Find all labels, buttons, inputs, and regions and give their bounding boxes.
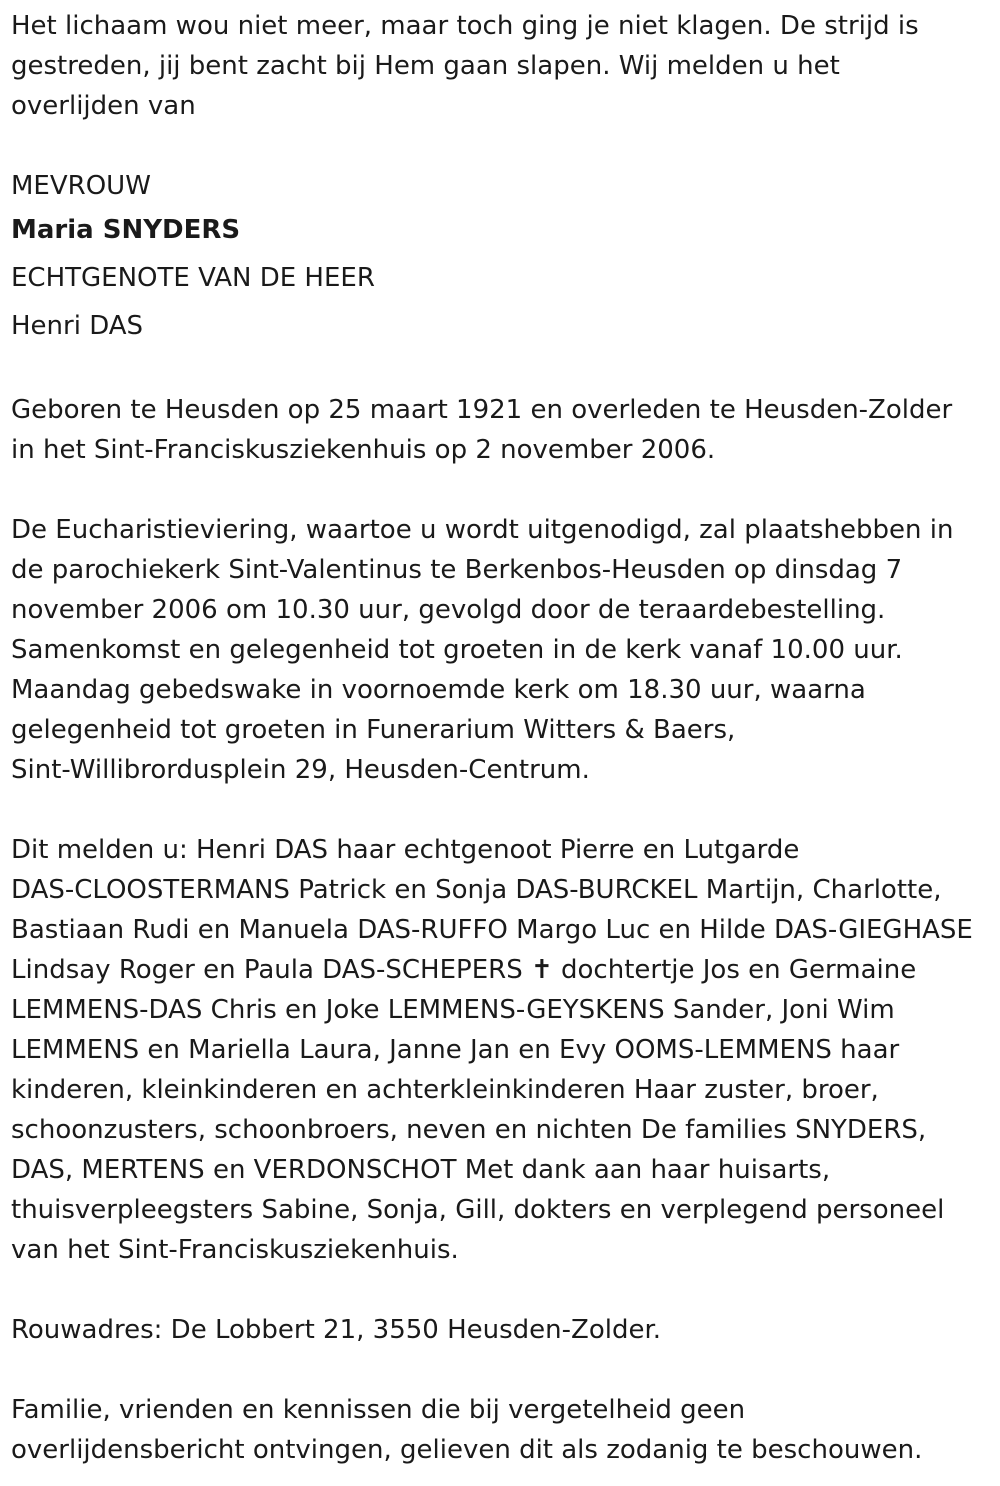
ceremony-line: gelegenheid tot groeten in Funerarium Witters & Baers, [11, 715, 736, 745]
birth-death-line: Geboren te Heusden op 25 maart 1921 en overleden te Heusden-Zolder [11, 395, 953, 425]
ceremony-line: Samenkomst en gelegenheid tot groeten in de kerk vanaf 10.00 uur. [11, 635, 903, 665]
ceremony-line: Maandag gebedswake in voornoemde kerk om 18.30 uur, waarna [11, 675, 866, 705]
family-line: LEMMENS-DAS Chris en Joke LEMMENS-GEYSKENS Sander, Joni Wim [11, 995, 895, 1025]
family-line: schoonzusters, schoonbroers, neven en nichten De families SNYDERS, [11, 1115, 927, 1145]
family-line: thuisverpleegsters Sabine, Sonja, Gill, dokters en verplegend personeel [11, 1195, 945, 1225]
birth-death-line: in het Sint-Franciskusziekenhuis op 2 november 2006. [11, 435, 716, 465]
deceased-name: Maria SNYDERS [11, 215, 241, 245]
intro-paragraph [11, 6, 990, 126]
intro-line: gestreden, jij bent zacht bij Hem gaan slapen. Wij melden u het [11, 51, 840, 81]
family-paragraph [11, 830, 990, 1270]
deceased-block [11, 166, 990, 350]
closing-line: Familie, vrienden en kennissen die bij vergetelheid geen [11, 1395, 746, 1425]
birth-death-paragraph [11, 390, 990, 470]
family-line: Dit melden u: Henri DAS haar echtgenoot Pierre en Lutgarde [11, 835, 800, 865]
family-line: Lindsay Roger en Paula DAS-SCHEPERS ✝ dochtertje Jos en Germaine [11, 955, 917, 985]
family-line: Bastiaan Rudi en Manuela DAS-RUFFO Margo Luc en Hilde DAS-GIEGHASE [11, 915, 973, 945]
family-line: DAS-CLOOSTERMANS Patrick en Sonja DAS-BURCKEL Martijn, Charlotte, [11, 875, 942, 905]
ceremony-line: november 2006 om 10.30 uur, gevolgd door de teraardebestelling. [11, 595, 886, 625]
spouse-name: Henri DAS [11, 311, 144, 341]
deceased-relation: ECHTGENOTE VAN DE HEER [11, 263, 375, 293]
closing-line: overlijdensbericht ontvingen, gelieven dit als zodanig te beschouwen. [11, 1435, 923, 1465]
mourning-address: Rouwadres: De Lobbert 21, 3550 Heusden-Zolder. [11, 1315, 662, 1345]
intro-line: Het lichaam wou niet meer, maar toch ging je niet klagen. De strijd is [11, 11, 919, 41]
deceased-title: MEVROUW [11, 171, 151, 201]
closing-paragraph [11, 1390, 990, 1470]
intro-line: overlijden van [11, 91, 196, 121]
ceremony-paragraph [11, 510, 990, 790]
ceremony-line: De Eucharistieviering, waartoe u wordt uitgenodigd, zal plaatshebben in [11, 515, 954, 545]
family-line: van het Sint-Franciskusziekenhuis. [11, 1235, 459, 1265]
ceremony-line: de parochiekerk Sint-Valentinus te Berkenbos-Heusden op dinsdag 7 [11, 555, 903, 585]
address-paragraph [11, 1310, 990, 1350]
ceremony-line: Sint-Willibrordusplein 29, Heusden-Centrum. [11, 755, 590, 785]
family-line: LEMMENS en Mariella Laura, Janne Jan en Evy OOMS-LEMMENS haar [11, 1035, 900, 1065]
family-line: kinderen, kleinkinderen en achterkleinkinderen Haar zuster, broer, [11, 1075, 879, 1105]
family-line: DAS, MERTENS en VERDONSCHOT Met dank aan haar huisarts, [11, 1155, 831, 1185]
